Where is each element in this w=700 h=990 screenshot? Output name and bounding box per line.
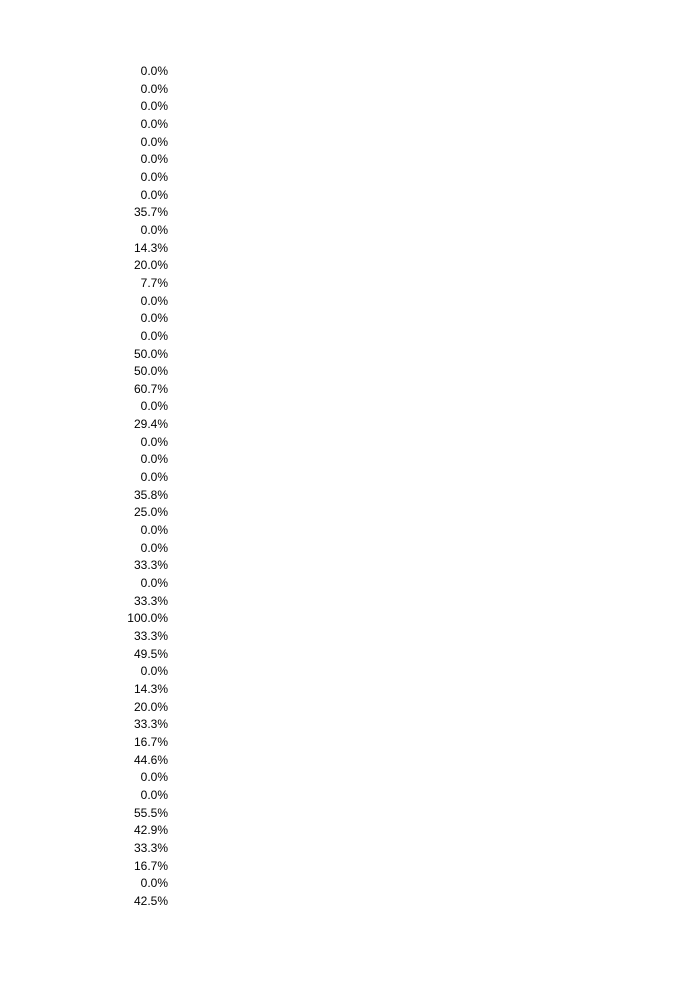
percentage-cell: 42.9% (133, 823, 168, 838)
percentage-cell: 0.0% (140, 99, 168, 114)
percentage-cell: 0.0% (140, 434, 168, 449)
percentage-cell: 20.0% (133, 258, 168, 273)
percentage-cell: 0.0% (140, 770, 168, 785)
percentage-cell: 0.0% (140, 187, 168, 202)
percentage-cell: 16.7% (133, 734, 168, 749)
percentage-cell: 33.3% (133, 629, 168, 643)
percentage-cell: 100.0% (127, 611, 168, 626)
percentage-cell: 0.0% (140, 664, 168, 679)
percentage-cell: 7.7% (140, 275, 168, 290)
percentage-cell: 29.4% (133, 417, 168, 432)
percentage-cell: 0.0% (140, 81, 168, 96)
percentage-cell: 14.3% (133, 240, 168, 255)
percentage-cell: 0.0% (140, 787, 168, 802)
percentage-cell: 16.7% (133, 858, 168, 873)
percentage-cell: 20.0% (133, 699, 168, 714)
percentage-cell: 14.3% (133, 681, 168, 696)
percentage-cell: 25.0% (133, 505, 168, 520)
percentage-cell: 0.0% (140, 328, 168, 343)
percentage-cell: 35.8% (133, 487, 168, 502)
percentage-cell: 0.0% (140, 399, 168, 414)
percentage-cell: 33.3% (133, 593, 168, 608)
percentage-cell: 0.0% (140, 523, 168, 538)
percentage-cell: 0.0% (140, 540, 168, 555)
percentage-cell: 0.0% (140, 169, 168, 184)
percentage-cell: 0.0% (140, 116, 168, 131)
percentage-cell: 33.3% (133, 717, 168, 732)
percentage-cell: 42.5% (133, 893, 168, 908)
percentage-cell: 0.0% (140, 293, 168, 308)
percentage-column (100, 63, 168, 911)
percentage-cell: 0.0% (140, 222, 168, 237)
percentage-cell: 33.3% (133, 558, 168, 573)
percentage-cell: 0.0% (140, 152, 168, 167)
percentage-cell: 55.5% (133, 805, 168, 820)
percentage-cell: 0.0% (140, 470, 168, 485)
percentage-cell: 0.0% (140, 64, 168, 78)
percentage-cell: 0.0% (140, 876, 168, 891)
percentage-cell: 50.0% (133, 364, 168, 379)
percentage-cell: 33.3% (133, 840, 168, 855)
percentage-cell: 44.6% (133, 752, 168, 767)
percentage-cell: 0.0% (140, 452, 168, 467)
percentage-cell: 35.7% (133, 205, 168, 220)
percentage-cell: 0.0% (140, 311, 168, 326)
percentage-cell: 49.5% (133, 646, 168, 661)
percentage-cell: 50.0% (133, 346, 168, 361)
percentage-cell: 0.0% (140, 134, 168, 149)
percentage-cell: 60.7% (133, 381, 168, 396)
percentage-cell: 0.0% (140, 576, 168, 591)
